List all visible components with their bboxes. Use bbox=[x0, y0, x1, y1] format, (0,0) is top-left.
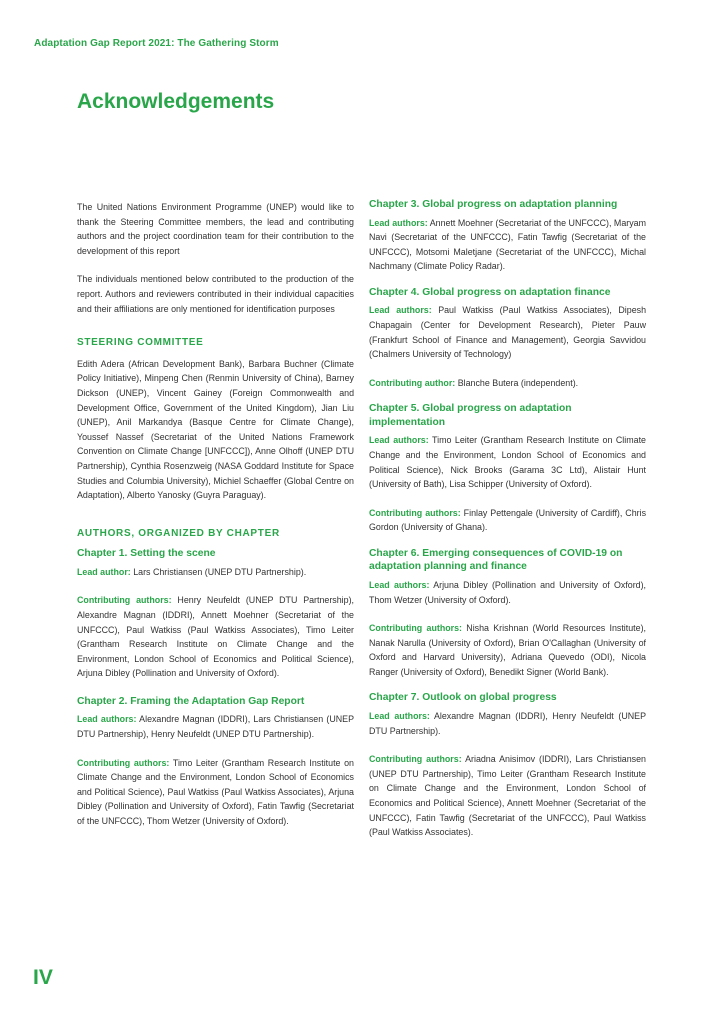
lead-authors-label: Lead authors: bbox=[369, 435, 429, 446]
left-column bbox=[77, 200, 354, 843]
contributing-authors bbox=[369, 752, 646, 840]
contributing-authors bbox=[369, 376, 646, 391]
contributing-authors bbox=[369, 621, 646, 679]
chapter-3-block bbox=[369, 198, 646, 274]
lead-authors bbox=[77, 712, 354, 741]
contributing-authors-label: Contributing authors: bbox=[369, 507, 461, 518]
lead-authors-label: Lead author: bbox=[77, 566, 131, 577]
contributing-authors-text: Blanche Butera (independent). bbox=[457, 377, 579, 388]
lead-authors-text: Paul Watkiss (Paul Watkiss Associates), Dipesh Chapagain (Center for Development Research), Pieter Pauw (Frankfurt School of Finance and Management), Georgia Savvidou (Chalmers University of Technology) bbox=[369, 305, 647, 360]
chapter-7-block bbox=[369, 691, 646, 839]
lead-authors-label: Lead authors: bbox=[369, 710, 430, 721]
contributing-authors-text: Nisha Krishnan (World Resources Institute), Nanak Narulla (University of Oxford), Brian O'Callaghan (University of Oxford and Harvard University), Adriana Quevedo (ODI), Nicola Ranger (University of Oxford), Benedikt Signer (World Bank). bbox=[369, 623, 646, 677]
lead-authors-text: Lars Christiansen (UNEP DTU Partnership). bbox=[133, 566, 307, 577]
right-column bbox=[369, 200, 646, 854]
chapter-1-block bbox=[77, 547, 354, 681]
chapter-title: Chapter 3. Global progress on adaptation planning bbox=[369, 199, 618, 210]
contributing-authors-text: Ariadna Anisimov (IDDRI), Lars Christiansen (UNEP DTU Partnership), Timo Leiter (Grantham Research Institute on Climate Change and the Environment, London School of Economics and Political Science), Annett Moehner (Secretariat of the UNFCCC), Fatin Tawfig (Secretariat of the UNFCCC), Paul Watkiss (Paul Watkiss Associates). bbox=[369, 754, 646, 838]
chapter-title: Chapter 6. Emerging consequences of COVID-19 on adaptation planning and finance bbox=[369, 547, 623, 573]
lead-authors-label: Lead authors: bbox=[369, 217, 428, 228]
lead-authors-label: Lead authors: bbox=[77, 714, 137, 725]
lead-authors-text: Annett Moehner (Secretariat of the UNFCCC), Maryam Navi (Secretariat of the UNFCCC), Fatin Tawfig (Secretariat of the UNFCCC), Motsomi Maletjane (Secretariat of the UNFCCC), Michal Nachmany (Climate Policy Radar). bbox=[369, 217, 646, 272]
contributing-authors-text: Finlay Pettengale (University of Cardiff), Chris Gordon (University of Ghana). bbox=[369, 507, 647, 533]
lead-authors-text: Arjuna Dibley (Pollination and University of Oxford), Thom Wetzer (University of Oxford). bbox=[369, 579, 647, 605]
chapter-2-block bbox=[77, 695, 354, 829]
chapter-4-block bbox=[369, 286, 646, 390]
lead-authors bbox=[369, 216, 646, 274]
intro-paragraph: The individuals mentioned below contributed to the production of the report. Authors and reviewers contributed in their individual capacities and their affiliations are only mentioned for identification purposes bbox=[77, 274, 354, 314]
chapter-title: Chapter 4. Global progress on adaptation finance bbox=[369, 286, 611, 298]
chapter-6-block bbox=[369, 547, 646, 680]
page-title: Acknowledgements bbox=[77, 90, 275, 113]
contributing-authors-text: Timo Leiter (Grantham Research Institute on Climate Change and the Environment, London School of Economics and Political Science), Paul Watkiss (Paul Watkiss Associates), Arjuna Dibley (Pollination and University of Oxford), Fatin Tawfig (Secretariat of the UNFCCC), Thom Wetzer (University of Oxford). bbox=[77, 757, 354, 826]
contributing-authors bbox=[369, 506, 646, 535]
lead-authors bbox=[369, 433, 646, 491]
contributing-authors-label: Contributing authors: bbox=[77, 757, 170, 768]
chapter-title: Chapter 1. Setting the scene bbox=[77, 548, 216, 560]
lead-authors bbox=[369, 303, 646, 361]
steering-committee-text: Edith Adera (African Development Bank), Barbara Buchner (Climate Policy Initiative), Minpeng Chen (Renmin University of China), Barney Dickson (UNEP), Vincent Gainey (Foreign Commonwealth and Development Office, Government of the United Kingdom), Jian Liu (UNEP), Anil Markandya (Basque Centre for Climate Change), Youssef Nassef (Secretariat of the United Nations Framework Convention on Climate Change [UNFCCC]), Anne Olhoff (UNEP DTU Partnership), Cynthia Rosenzweig (NASA Goddard Institute for Space Studies and Columbia University), Michiel Schaeffer (Global Centre on Adaptation), Alberto Yanosky (Guyra Paraguay). bbox=[77, 358, 354, 501]
lead-authors bbox=[369, 709, 646, 738]
lead-authors-text: Timo Leiter (Grantham Research Institute on Climate Change and the Environment, London School of Economics and Political Science), Nick Brooks (Garama 3C Ltd), Alistair Hunt (University of Bath), Lisa Schipper (University of Oxford). bbox=[369, 435, 646, 490]
page-number: IV bbox=[33, 966, 53, 989]
authors-heading: AUTHORS, ORGANIZED BY CHAPTER bbox=[77, 527, 280, 539]
lead-authors-label: Lead authors: bbox=[369, 305, 432, 316]
contributing-authors-label: Contributing authors: bbox=[369, 623, 463, 634]
contributing-authors-text: Henry Neufeldt (UNEP DTU Partnership), Alexandre Magnan (IDDRI), Annett Moehner (Secretariat of the UNFCCC), Paul Watkiss (Paul Watkiss Associates), Timo Leiter (Grantham Research Institute on Climate Change and the Environment, London School of Economics and Political Science), Arjuna Dibley (Pollination and University of Oxford). bbox=[77, 595, 355, 679]
contributing-authors-label: Contributing authors: bbox=[77, 595, 172, 606]
lead-authors-text: Alexandre Magnan (IDDRI), Lars Christiansen (UNEP DTU Partnership), Henry Neufeldt (UNEP DTU Partnership). bbox=[77, 714, 355, 740]
lead-authors bbox=[77, 565, 354, 580]
chapter-title: Chapter 7. Outlook on global progress bbox=[369, 692, 557, 704]
intro-paragraph: The United Nations Environment Programme (UNEP) would like to thank the Steering Committee members, the lead and contributing authors and the project coordination team for their contribution to the development of this report bbox=[77, 202, 354, 256]
chapter-title: Chapter 5. Global progress on adaptation implementation bbox=[369, 403, 572, 428]
chapter-title: Chapter 2. Framing the Adaptation Gap Report bbox=[77, 695, 305, 707]
lead-authors-text: Alexandre Magnan (IDDRI), Henry Neufeldt (UNEP DTU Partnership). bbox=[369, 710, 646, 736]
running-header: Adaptation Gap Report 2021: The Gathering Storm bbox=[34, 38, 279, 49]
contributing-authors bbox=[77, 756, 354, 829]
chapter-5-block bbox=[369, 402, 646, 535]
lead-authors bbox=[369, 578, 646, 607]
steering-committee-heading: STEERING COMMITTEE bbox=[77, 337, 204, 349]
contributing-authors-label: Contributing author: bbox=[369, 377, 456, 388]
lead-authors-label: Lead authors: bbox=[369, 579, 430, 590]
contributing-authors-label: Contributing authors: bbox=[369, 754, 462, 765]
contributing-authors bbox=[77, 593, 354, 681]
